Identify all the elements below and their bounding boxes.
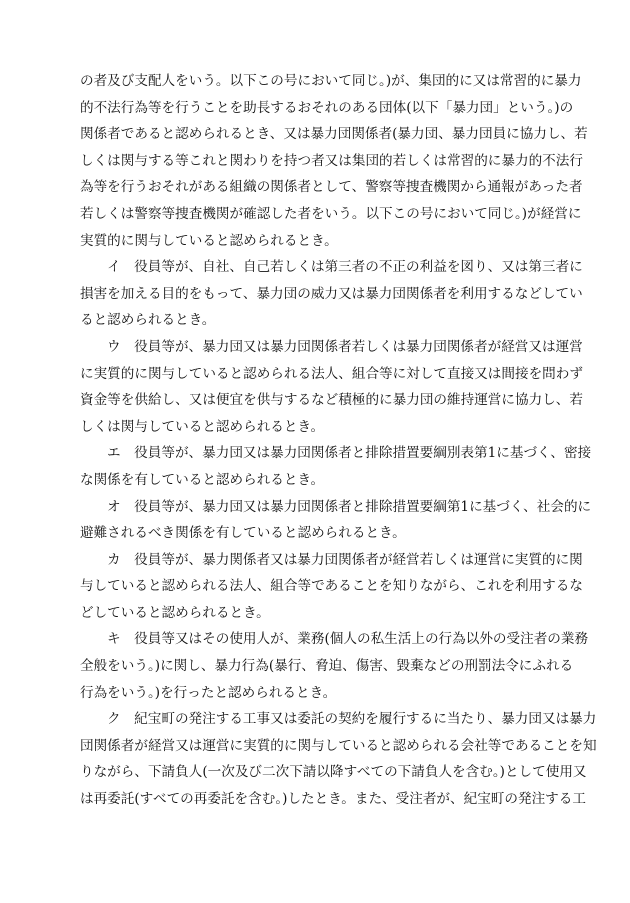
text-line: りながら、下請負人(一次及び二次下請以降すべての下請負人を含む。)として使用又: [80, 764, 587, 781]
text-line: な関係を有していると認められるとき。: [80, 471, 325, 488]
text-line: 団関係者が経営又は運営に実質的に関与していると認められる会社等であることを知: [80, 737, 597, 754]
text-line: しくは関与していると認められるとき。: [80, 418, 325, 435]
clause-ki-line: キ 役員等又はその使用人が、業務(個人の私生活上の行為以外の受注者の業務: [107, 631, 589, 648]
text-line: 実質的に関与していると認められるとき。: [80, 232, 338, 249]
text-line: 為等を行うおそれがある組織の関係者として、警察等捜査機関から通報があった者: [80, 179, 583, 196]
text-line: 関係者であると認められるとき、又は暴力団関係者(暴力団、暴力団員に協力し、若: [80, 126, 588, 143]
clause-e-line: エ 役員等が、暴力団又は暴力団関係者と排除措置要綱別表第1に基づく、密接: [107, 445, 592, 462]
text-line: は再委託(すべての再委託を含む。)したとき。また、受注者が、紀宝町の発注する工: [80, 791, 586, 808]
text-line: に実質的に関与していると認められる法人、組合等に対して直接又は間接を問わず: [80, 365, 583, 382]
text-line: 行為をいう。)を行ったと認められるとき。: [80, 684, 337, 701]
text-line: しくは関与する等これと関わりを持つ者又は集団的若しくは常習的に暴力的不法行: [80, 152, 583, 169]
text-line: どしていると認められるとき。: [80, 604, 270, 621]
text-line: 避難されるべき関係を有していると認められるとき。: [80, 525, 406, 542]
clause-u-line: ウ 役員等が、暴力団又は暴力団関係者若しくは暴力団関係者が経営又は運営: [107, 338, 583, 355]
text-line: 資金等を供給し、又は便宜を供与するなど積極的に暴力団の維持運営に協力し、若: [80, 392, 583, 409]
clause-ka-line: カ 役員等が、暴力関係者又は暴力団関係者が経営若しくは運営に実質的に関: [107, 551, 583, 568]
text-line: 損害を加える目的をもって、暴力団の威力又は暴力団関係者を利用するなどしてい: [80, 285, 583, 302]
text-line: 若しくは警察等捜査機関が確認した者をいう。以下この号において同じ。)が経営に: [80, 205, 582, 222]
text-line: ると認められるとき。: [80, 312, 216, 329]
text-line: 全般をいう。)に関し、暴力行為(暴行、脅迫、傷害、毀棄などの刑罰法令にふれる: [80, 658, 574, 675]
clause-o-line: オ 役員等が、暴力団又は暴力団関係者と排除措置要綱第1に基づく、社会的に: [107, 498, 592, 515]
text-line: 与していると認められる法人、組合等であることを知りながら、これを利用するな: [80, 578, 583, 595]
clause-ku-line: ク 紀宝町の発注する工事又は委託の契約を履行するに当たり、暴力団又は暴力: [107, 711, 597, 728]
document-body: [80, 68, 597, 813]
text-line: 的不法行為等を行うことを助長するおそれのある団体(以下「暴力団」という。)の: [80, 99, 574, 116]
text-line: の者及び支配人をいう。以下この号において同じ。)が、集団的に又は常習的に暴力: [80, 73, 582, 89]
clause-i-line: イ 役員等が、自社、自己若しくは第三者の不正の利益を図り、又は第三者に: [107, 259, 583, 276]
